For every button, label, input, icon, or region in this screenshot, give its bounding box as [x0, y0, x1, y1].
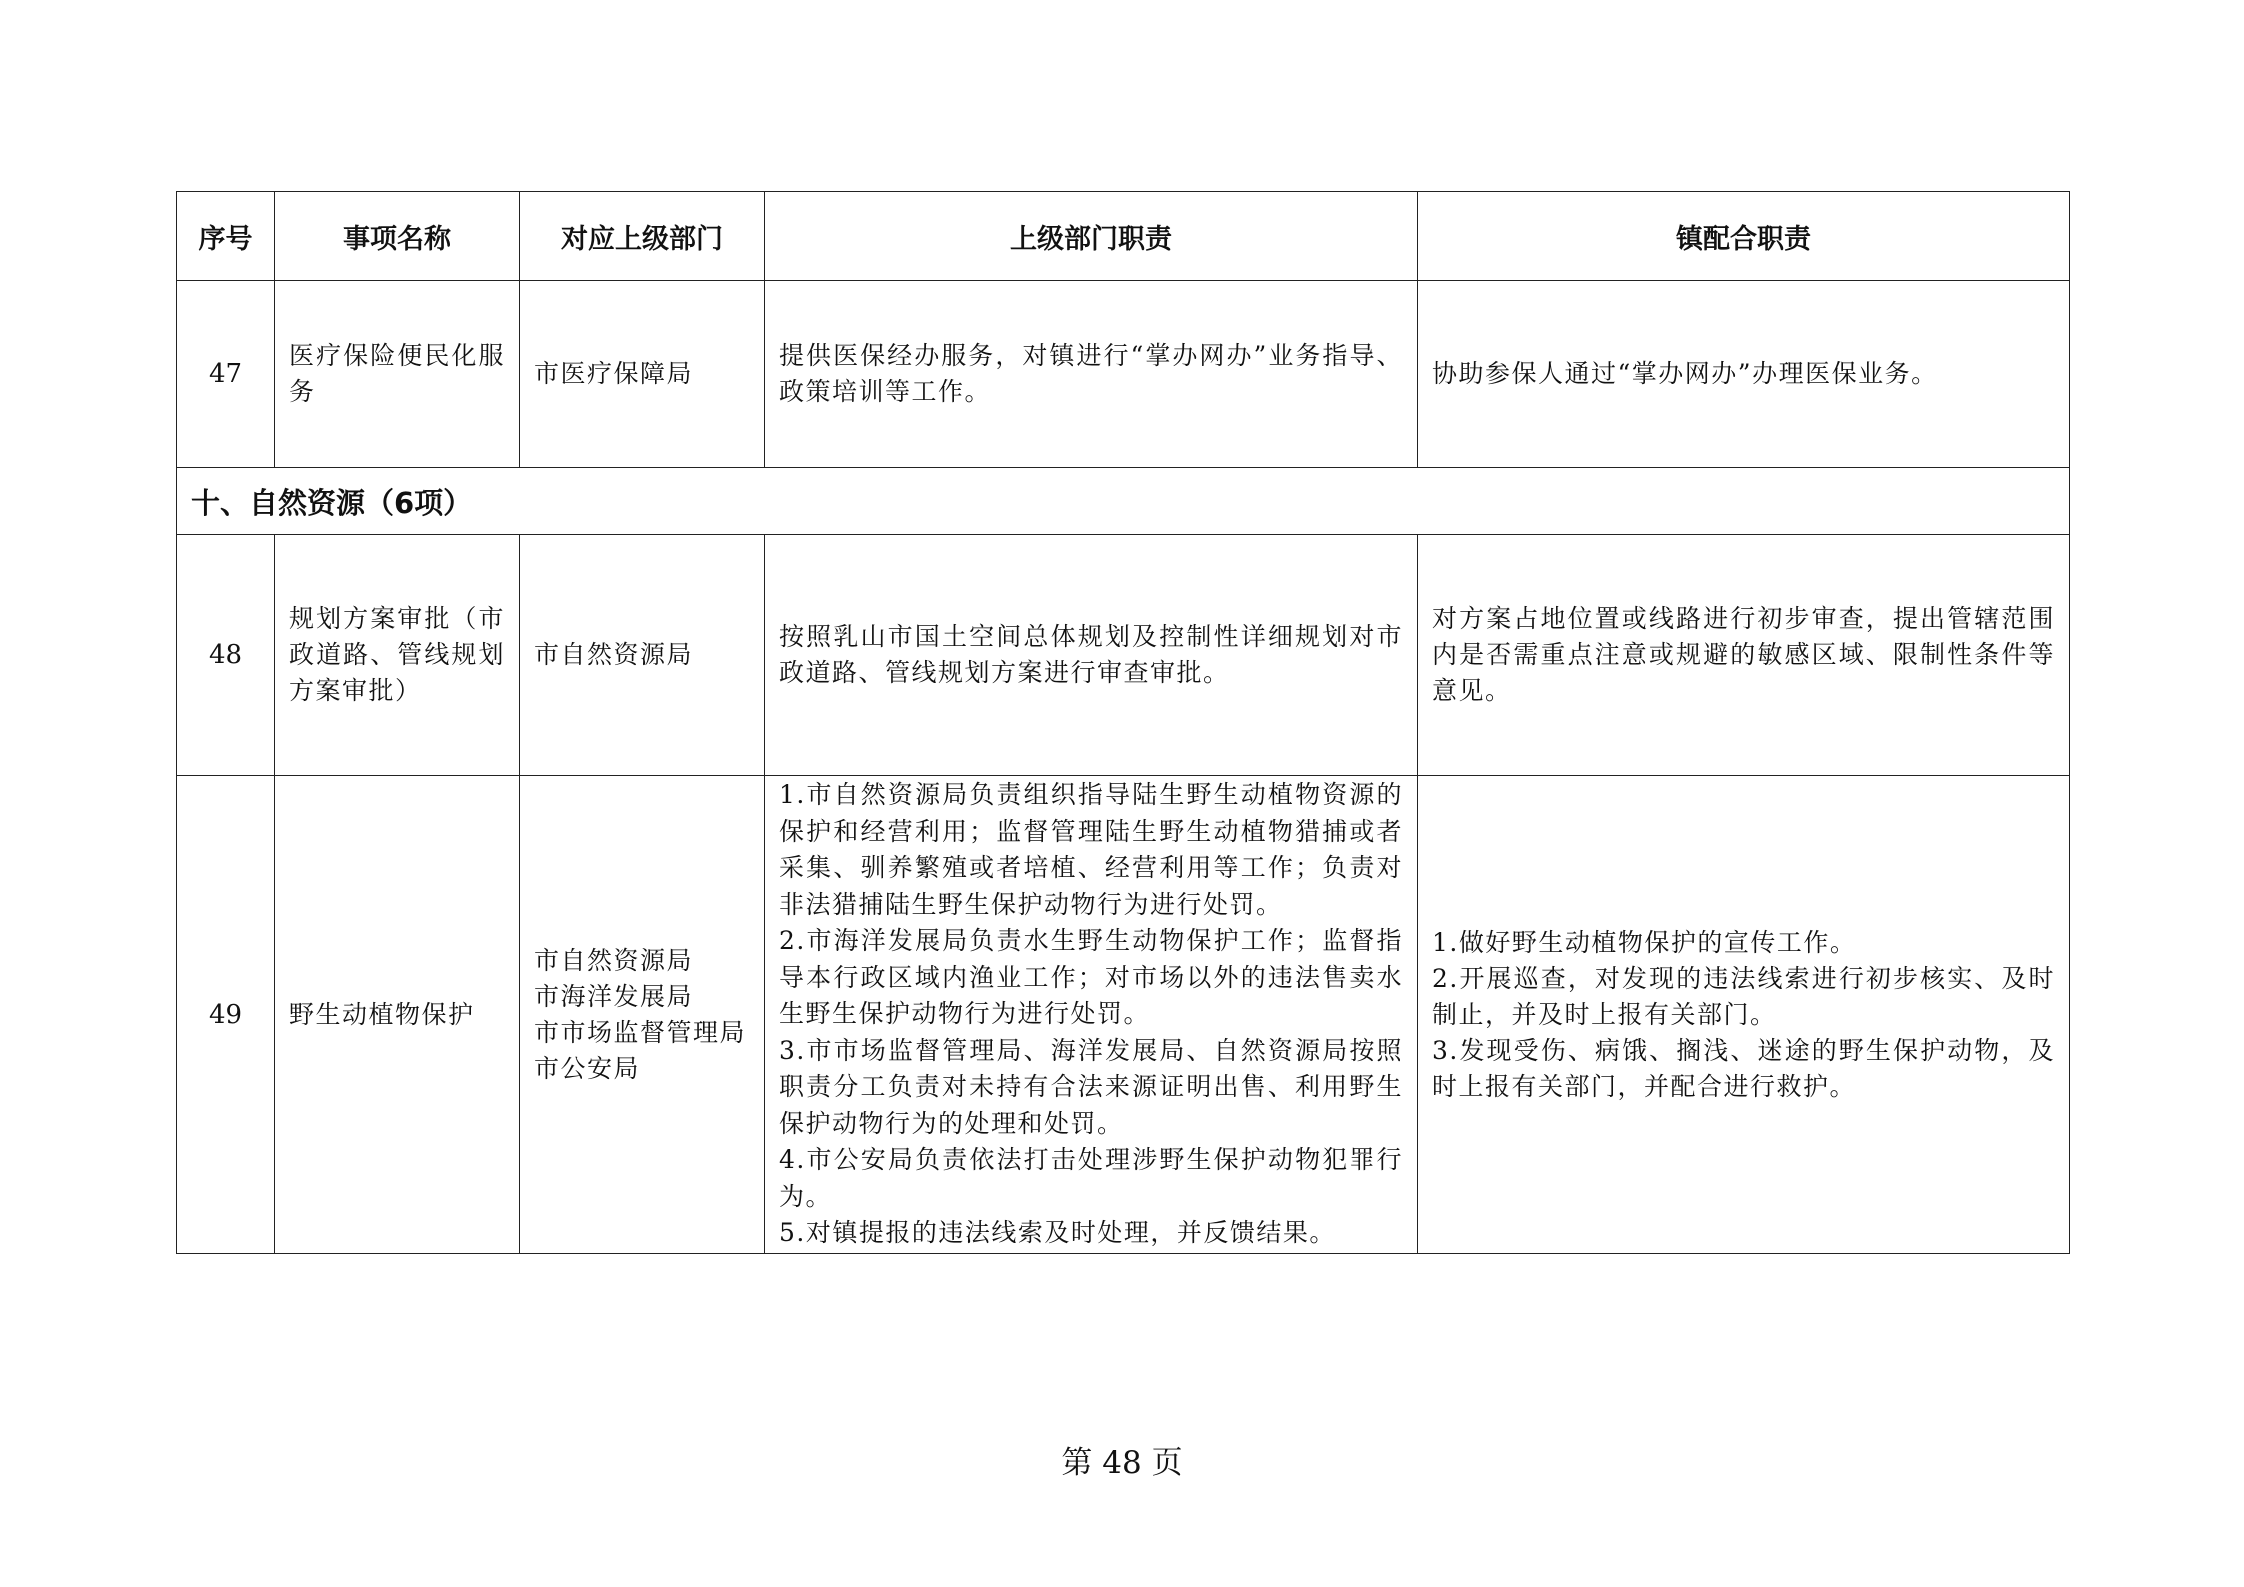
- header-name: 事项名称: [275, 192, 520, 281]
- dept-line: 市海洋发展局: [534, 981, 694, 1011]
- town-duty-line: 对方案占地位置或线路进行初步审查，提出管辖范围内是否需重点注意或规避的敏感区域、限制性条件等意见。: [1432, 604, 2055, 705]
- row-town-duty: [1418, 281, 2070, 468]
- dept-line: 市市场监督管理局: [534, 1017, 747, 1047]
- row-name: [275, 535, 520, 776]
- dept-line: 市自然资源局: [534, 945, 694, 975]
- row-name-text: 医疗保险便民化服务: [289, 341, 505, 406]
- dept-line: 市公安局: [534, 1053, 641, 1083]
- upper-duty-line: 2.市海洋发展局负责水生野生动物保护工作；监督指导本行政区域内渔业工作；对市场以外的违法售卖水生野生保护动物行为进行处罚。: [779, 926, 1403, 1029]
- row-name-text: 野生动植物保护: [289, 999, 475, 1029]
- row-dept: [520, 535, 765, 776]
- upper-duty-line: 按照乳山市国土空间总体规划及控制性详细规划对市政道路、管线规划方案进行审查审批。: [779, 622, 1403, 687]
- row-dept: [520, 281, 765, 468]
- row-town-duty: [1418, 776, 2070, 1254]
- row-dept: [520, 776, 765, 1254]
- section-row: [177, 468, 2070, 535]
- section-title: 十、自然资源（6项）: [177, 468, 2070, 535]
- upper-duty-line: 提供医保经办服务，对镇进行“掌办网办”业务指导、政策培训等工作。: [779, 341, 1403, 406]
- row-town-duty: [1418, 535, 2070, 776]
- row-upper-duty: [765, 535, 1418, 776]
- upper-duty-line: 1.市自然资源局负责组织指导陆生野生动植物资源的保护和经营利用；监督管理陆生野生动植物猎捕或者采集、驯养繁殖或者培植、经营利用等工作；负责对非法猎捕陆生野生保护动物行为进行处罚。: [779, 780, 1403, 919]
- town-duty-line: 协助参保人通过“掌办网办”办理医保业务。: [1432, 359, 1938, 388]
- dept-line: 市自然资源局: [534, 640, 694, 669]
- table-row: [177, 776, 2070, 1254]
- header-dept: 对应上级部门: [520, 192, 765, 281]
- duty-table: [176, 191, 2070, 1254]
- table-row: [177, 281, 2070, 468]
- header-upper-duty: 上级部门职责: [765, 192, 1418, 281]
- row-name-text: 规划方案审批（市政道路、管线规划方案审批）: [289, 604, 505, 705]
- header-town-duty: 镇配合职责: [1418, 192, 2070, 281]
- row-no: 48: [177, 535, 275, 776]
- row-name: [275, 776, 520, 1254]
- table-row: [177, 535, 2070, 776]
- town-duty-line: 3.发现受伤、病饿、搁浅、迷途的野生保护动物，及时上报有关部门，并配合进行救护。: [1432, 1035, 2055, 1101]
- header-no: 序号: [177, 192, 275, 281]
- upper-duty-line: 3.市市场监督管理局、海洋发展局、自然资源局按照职责分工负责对未持有合法来源证明出售、利用野生保护动物行为的处理和处罚。: [779, 1035, 1403, 1138]
- row-no: 49: [177, 776, 275, 1254]
- row-name: [275, 281, 520, 468]
- table-header-row: [177, 192, 2070, 281]
- upper-duty-line: 5.对镇提报的违法线索及时处理，并反馈结果。: [779, 1218, 1336, 1248]
- town-duty-line: 2.开展巡查，对发现的违法线索进行初步核实、及时制止，并及时上报有关部门。: [1432, 963, 2055, 1029]
- page-number: 第 48 页: [1061, 1445, 1183, 1481]
- row-upper-duty: [765, 776, 1418, 1254]
- upper-duty-line: 4.市公安局负责依法打击处理涉野生保护动物犯罪行为。: [779, 1145, 1403, 1211]
- row-no: 47: [177, 281, 275, 468]
- dept-line: 市医疗保障局: [534, 359, 694, 388]
- town-duty-line: 1.做好野生动植物保护的宣传工作。: [1432, 927, 1857, 957]
- row-upper-duty: [765, 281, 1418, 468]
